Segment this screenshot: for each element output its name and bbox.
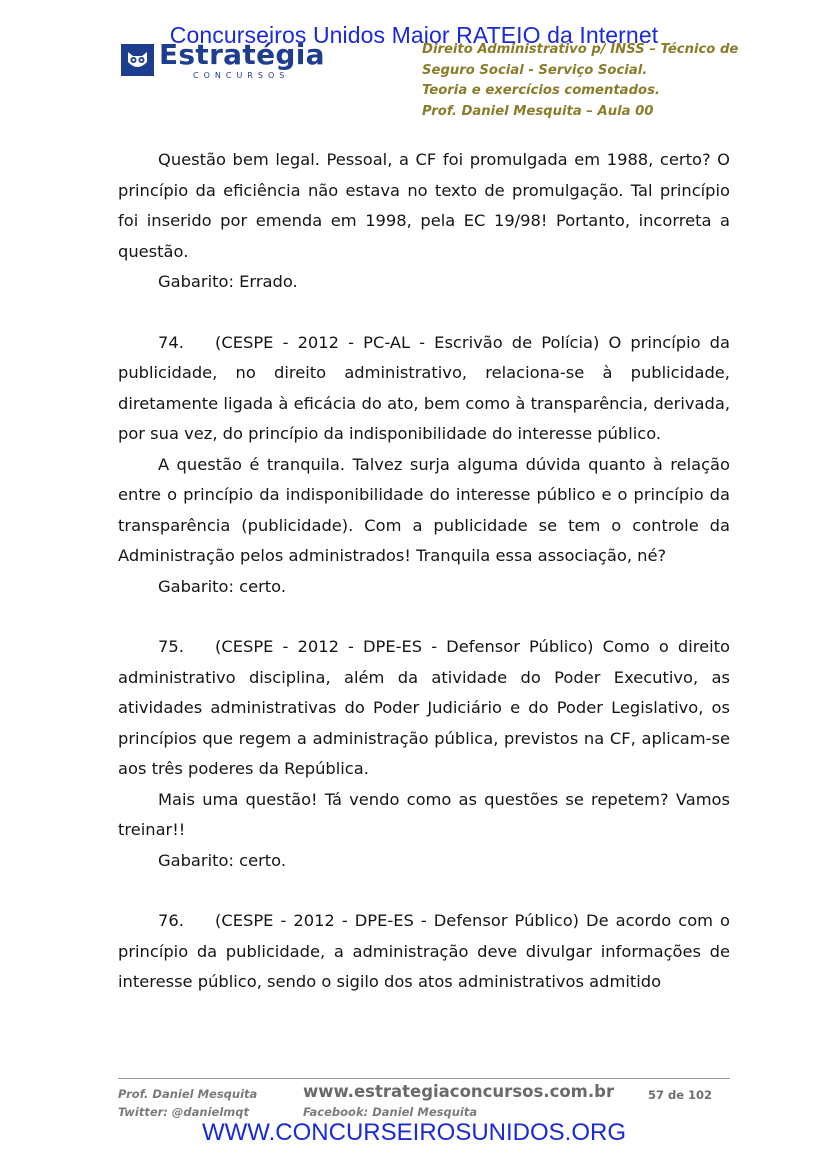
header-line: Prof. Daniel Mesquita – Aula 00: [422, 103, 654, 119]
answer-key: Gabarito: Errado.: [158, 272, 298, 291]
course-header: [422, 40, 762, 122]
footer-divider: [118, 1078, 730, 1079]
question-number: 75.: [158, 637, 184, 656]
footer-professor: Prof. Daniel Mesquita: [118, 1087, 258, 1101]
question-text: (CESPE - 2012 - DPE-ES - Defensor Público) Como o direito administrativo disciplina, além da atividade do Poder Executivo, as atividades administrativas do Poder Judiciário e do Poder Legislativo, os princípios que regem a administração pública, previstos na CF, aplicam-se aos três poderes da República.: [118, 637, 730, 778]
question-number: 74.: [158, 332, 184, 352]
watermark-top: Concurseiros Unidos Maior RATEIO da Internet: [169, 22, 659, 48]
page-content: [118, 145, 730, 998]
question-text: (CESPE - 2012 - DPE-ES - Defensor Público) De acordo com o princípio da publicidade, a administração deve divulgar informações de interesse público, sendo o sigilo dos atos administrativos admitido: [118, 911, 730, 991]
comment-paragraph: A questão é tranquila. Talvez surja alguma dúvida quanto à relação entre o princípio da indisponibilidade do interesse público e o princípio da transparência (publicidade). Com a publicidade se tem o controle da Administração pelos administrados! Tranquila essa associação, né?: [118, 454, 730, 565]
comment-paragraph: Mais uma questão! Tá vendo como as questões se repetem? Vamos treinar!!: [118, 789, 730, 839]
footer-facebook: Facebook: Daniel Mesquita: [303, 1105, 478, 1119]
header-line: Seguro Social - Serviço Social.: [422, 62, 648, 78]
estrategia-logo: [121, 38, 325, 84]
logo-subtitle: CONCURSOS: [193, 71, 290, 80]
answer-key: Gabarito: certo.: [158, 850, 287, 870]
header-line: Direito Administrativo p/ INSS – Técnico de: [422, 42, 739, 57]
answer-key: Gabarito: certo.: [158, 576, 287, 596]
owl-icon: [126, 50, 149, 70]
comment-paragraph: Questão bem legal. Pessoal, a CF foi promulgada em 1988, certo? O princípio da eficiência não estava no texto de promulgação. Tal princípio foi inserido por emenda em 1998, pela EC 19/98! Portanto, incorreta a questão.: [118, 150, 730, 261]
question-74: [118, 328, 730, 450]
question-text: (CESPE - 2012 - PC-AL - Escrivão de Polícia) O princípio da publicidade, no direito administrativo, relaciona-se à publicidade, diretamente ligada à eficácia do ato, bem como à transparência, derivada, por sua vez, do princípio da indisponibilidade do interesse público.: [118, 332, 730, 443]
footer-website-link[interactable]: www.estrategiaconcursos.com.br: [303, 1082, 615, 1101]
question-76: [118, 906, 730, 998]
watermark-bottom-link[interactable]: WWW.CONCURSEIROSUNIDOS.ORG: [202, 1119, 626, 1146]
footer-twitter: Twitter: @danielmqt: [118, 1105, 249, 1119]
page-number: 57 de 102: [648, 1088, 713, 1102]
header-line: Teoria e exercícios comentados.: [422, 83, 660, 98]
logo-wordmark: Estratégia: [159, 38, 325, 71]
question-number: 76.: [158, 911, 184, 930]
logo-badge: [121, 44, 154, 76]
question-75: [118, 632, 730, 785]
